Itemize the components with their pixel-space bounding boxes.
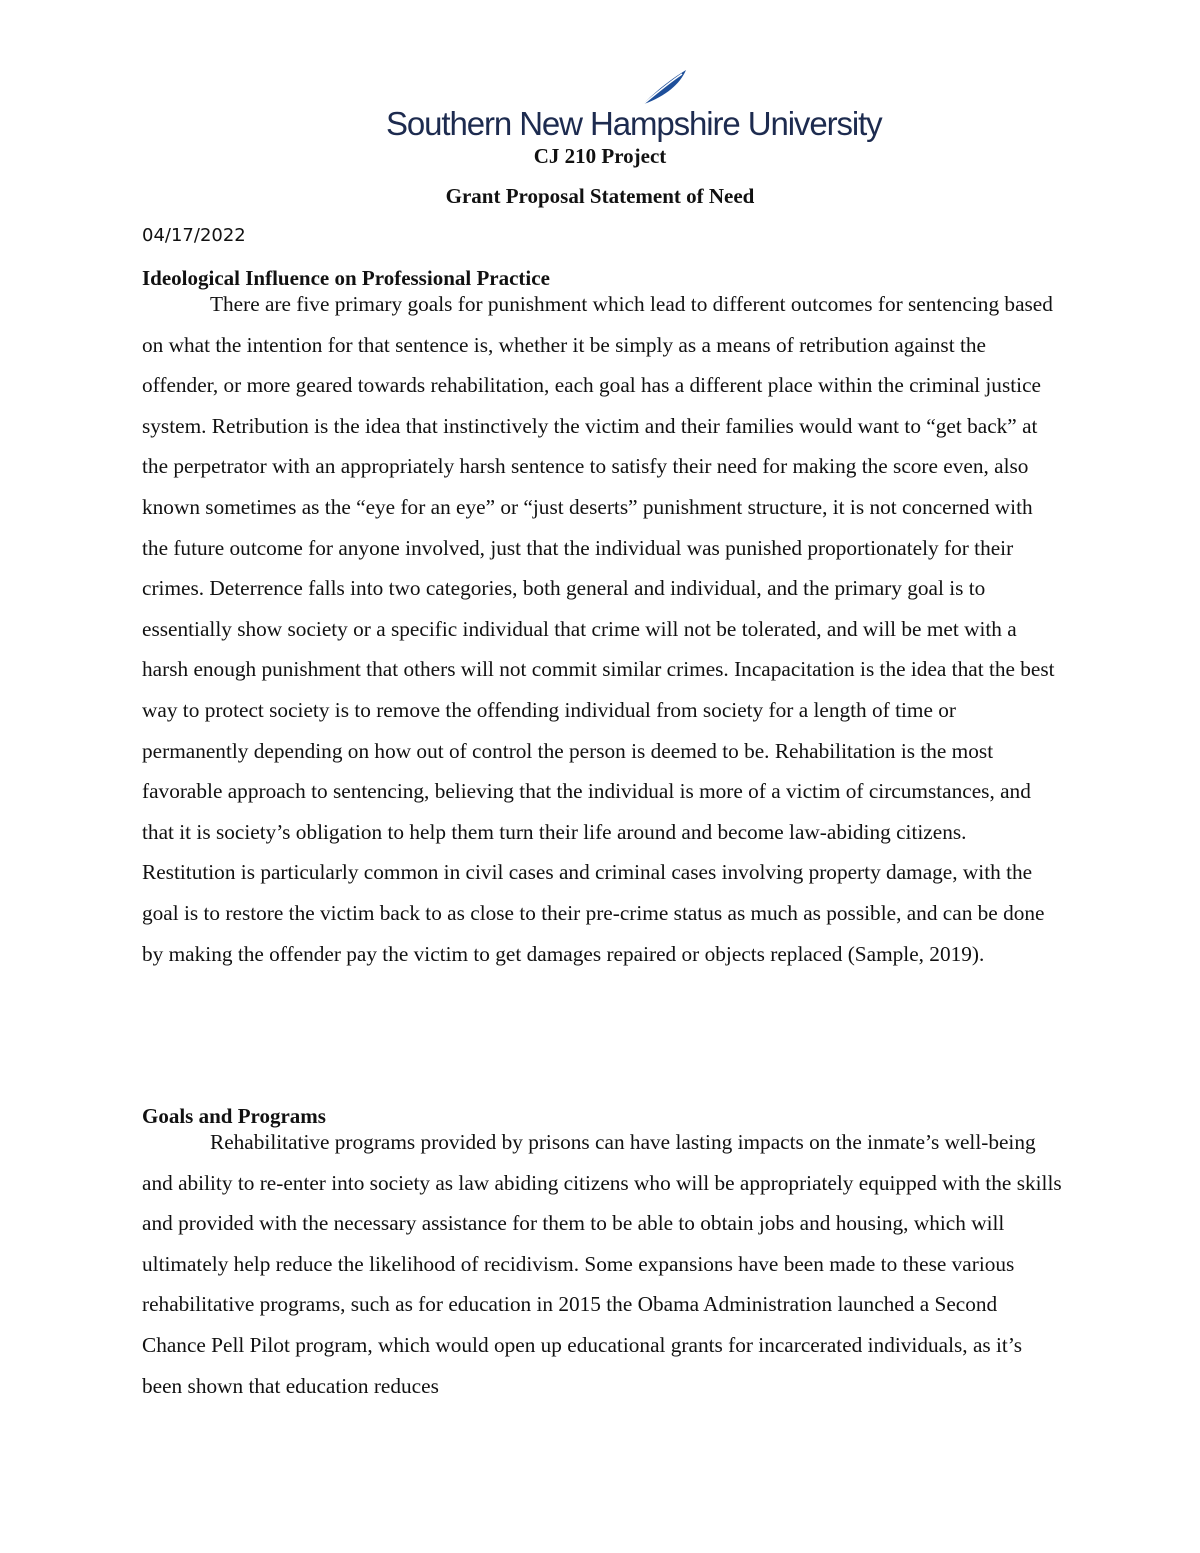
section-body-goals-programs: Rehabilitative programs provided by prisons can have lasting impacts on the inmate’s well-being and ability to re-enter into society as law abiding citizens who will be appropriately equipped with the skills and provided with the necessary assistance for them to be able to obtain jobs and housing, which will ultimately help reduce the likelihood of recidivism. Some expansions have been made to these various rehabilitative programs, such as for education in 2015 the Obama Administration launched a Second Chance Pell Pilot program, which would open up educational grants for incarcerated individuals, as it’s been shown that education reduces — [142, 1130, 1062, 1398]
section-heading-ideological-influence: Ideological Influence on Professional Practice — [142, 266, 550, 290]
section-heading-goals-programs: Goals and Programs — [142, 1104, 326, 1128]
course-title: CJ 210 Project — [533, 144, 667, 168]
document-title: Grant Proposal Statement of Need — [445, 184, 755, 208]
document-date: 04/17/2022 — [142, 225, 246, 246]
logo-wordmark: Southern New Hampshire University — [386, 105, 882, 142]
university-logo — [386, 70, 882, 142]
section-body-ideological-influence: There are five primary goals for punishment which lead to different outcomes for sentencing based on what the intention for that sentence is, whether it be simply as a means of retribution against the offender, or more geared towards rehabilitation, each goal has a different place within the criminal justice system. Retribution is the idea that instinctively the victim and their families would want to “get back” at the perpetrator with an appropriately harsh sentence to satisfy their need for making the score even, also known sometimes as the “eye for an eye” or “just deserts” punishment structure, it is not concerned with the future outcome for anyone involved, just that the individual was punished proportionately for their crimes. Deterrence falls into two categories, both general and individual, and the primary goal is to essentially show society or a specific individual that crime will not be tolerated, and will be met with a harsh enough punishment that others will not commit similar crimes. Incapacitation is the idea that the best way to protect society is to remove the offending individual from society for a length of time or permanently depending on how out of control the person is deemed to be. Rehabilitation is the most favorable approach to sentencing, believing that the individual is more of a victim of circumstances, and that it is society’s obligation to help them turn their life around and become law-abiding citizens. Restitution is particularly common in civil cases and criminal cases involving property damage, with the goal is to restore the victim back to as close to their pre-crime status as much as possible, and can be done by making the offender pay the victim to get damages repaired or objects replaced (Sample, 2019). — [142, 292, 1055, 966]
